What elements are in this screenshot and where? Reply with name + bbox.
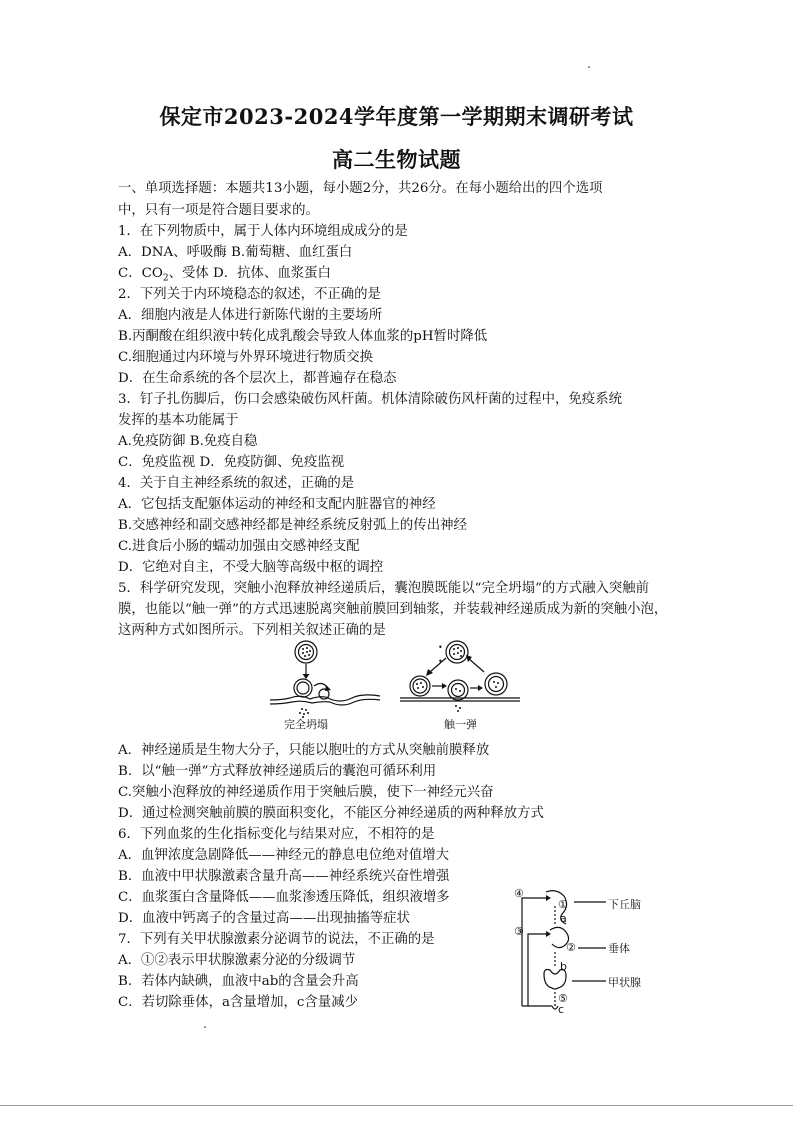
label-n3: ③ — [514, 925, 524, 938]
q6-option-d: D．血液中钙离子的含量过高——出现抽搐等症状 — [118, 911, 410, 926]
q6-option-a: A．血钾浓度急剧降低——神经元的静息电位绝对值增大 — [118, 848, 450, 863]
label-n5: ⑤ — [558, 992, 568, 1005]
feedback-line-4 — [522, 898, 548, 1006]
q5-option-d: D．通过检测突触前膜的膜面积变化，不能区分神经递质的两种释放方式 — [118, 806, 544, 821]
q4-option-d: D．它绝对自主，不受大脑等高级中枢的调控 — [118, 560, 384, 575]
q3-stem-line1: 3．钉子扎伤脚后，伤口会感染破伤风杆菌。机体清除破伤风杆菌的过程中，免疫系统 — [118, 392, 622, 407]
label-hypothalamus: 下丘脑 — [608, 898, 641, 911]
q5-option-b: B．以“触一弹”方式释放神经递质后的囊泡可循环利用 — [118, 764, 437, 779]
label-a: a — [560, 912, 567, 925]
q1-option-c-prefix: C．CO — [118, 266, 163, 281]
label-c: c — [558, 1003, 565, 1016]
svg-text:•: • — [438, 657, 443, 666]
q5-option-c: C.突触小泡释放的神经递质作用于突触后膜，使下一神经元兴奋 — [118, 785, 494, 800]
q5-stem-line3: 这两种方式如图所示。下列相关叙述正确的是 — [118, 623, 386, 638]
figure-label-full-collapse: 完全坍塌 — [284, 718, 328, 731]
q5-option-a: A．神经递质是生物大分子，只能以胞吐的方式从突触前膜释放 — [118, 743, 490, 758]
label-pituitary: 垂体 — [608, 942, 630, 955]
q1-options-cd — [118, 266, 331, 287]
label-b: b — [560, 960, 567, 973]
q1-option-c-sub: 2 — [162, 273, 169, 284]
q2-stem: 2．下列关于内环境稳态的叙述，不正确的是 — [118, 287, 381, 302]
q5-stem-line1: 5．科学研究发现，突触小泡释放神经递质后，囊泡膜既能以“完全坍塌”的方式融入突触前 — [118, 581, 650, 596]
label-n4: ④ — [514, 887, 524, 900]
subject-title: 高二生物试题 — [332, 147, 461, 172]
section-instructions-line1: 一、单项选择题：本题共13小题，每小题2分，共26分。在每小题给出的四个选项 — [118, 181, 603, 196]
full-collapse-diagram — [270, 641, 380, 718]
exam-title: 保定市2023-2024学年度第一学期期末调研考试 — [159, 104, 634, 129]
q3-options-cd: C．免疫监视 D．免疫防御、免疫监视 — [118, 455, 345, 470]
q7-option-b: B．若体内缺碘，血液中ab的含量会升高 — [118, 974, 359, 989]
q1-option-c-rest: 、受体 D．抗体、血浆蛋白 — [168, 266, 331, 281]
q2-option-b: B.丙酮酸在组织液中转化成乳酸会导致人体血浆的pH暂时降低 — [118, 329, 488, 344]
q4-option-a: A．它包括支配躯体运动的神经和支配内脏器官的神经 — [118, 497, 436, 512]
q4-option-c: C.进食后小肠的蠕动加强由交感神经支配 — [118, 539, 360, 554]
arrow-return — [468, 658, 484, 672]
scan-speck — [204, 1026, 206, 1028]
q4-stem: 4．关于自主神经系统的叙述，正确的是 — [118, 476, 355, 491]
q2-option-a: A．细胞内液是人体进行新陈代谢的主要场所 — [118, 308, 383, 323]
svg-text:•: • — [438, 643, 443, 652]
q7-option-c: C．若切除垂体，a含量增加，c含量减少 — [118, 995, 358, 1010]
q7-stem: 7．下列有关甲状腺激素分泌调节的说法，不正确的是 — [118, 932, 435, 947]
thyroid-regulation-figure — [508, 886, 688, 1016]
q1-stem: 1．在下列物质中，属于人体内环境组成成分的是 — [118, 224, 408, 239]
q6-stem: 6．下列血浆的生化指标变化与结果对应，不相符的是 — [118, 827, 435, 842]
label-thyroid: 甲状腺 — [608, 976, 641, 989]
label-n2: ② — [566, 941, 576, 954]
q6-option-b: B．血液中甲状腺激素含量升高——神经系统兴奋性增强 — [118, 869, 450, 884]
scan-speck — [588, 66, 590, 68]
figure-label-kiss-and-run: 触一弹 — [444, 718, 477, 731]
q6-option-c: C．血浆蛋白含量降低——血浆渗透压降低，组织液增多 — [118, 890, 450, 905]
q2-option-d: D．在生命系统的各个层次上，都普遍存在稳态 — [118, 371, 397, 386]
label-n1: ① — [558, 898, 568, 911]
q2-option-c: C.细胞通过内环境与外界环境进行物质交换 — [118, 350, 374, 365]
q1-options-ab: A．DNA、呼吸酶 B.葡萄糖、血红蛋白 — [118, 245, 353, 260]
section-instructions-line2: 中，只有一项是符合题目要求的。 — [118, 203, 319, 218]
q3-options-ab: A.免疫防御 B.免疫自稳 — [118, 434, 258, 449]
q3-stem-line2: 发挥的基本功能属于 — [118, 413, 239, 428]
q7-option-a: A．①②表示甲状腺激素分泌的分级调节 — [118, 953, 356, 968]
kiss-and-run-diagram — [400, 641, 520, 712]
q4-option-b: B.交感神经和副交感神经都是神经系统反射弧上的传出神经 — [118, 518, 467, 533]
page-bottom-rule — [0, 1105, 793, 1106]
q5-stem-line2: 膜，也能以“触一弹”的方式迅速脱离突触前膜回到轴浆，并装载神经递质成为新的突触小泡， — [118, 602, 668, 617]
